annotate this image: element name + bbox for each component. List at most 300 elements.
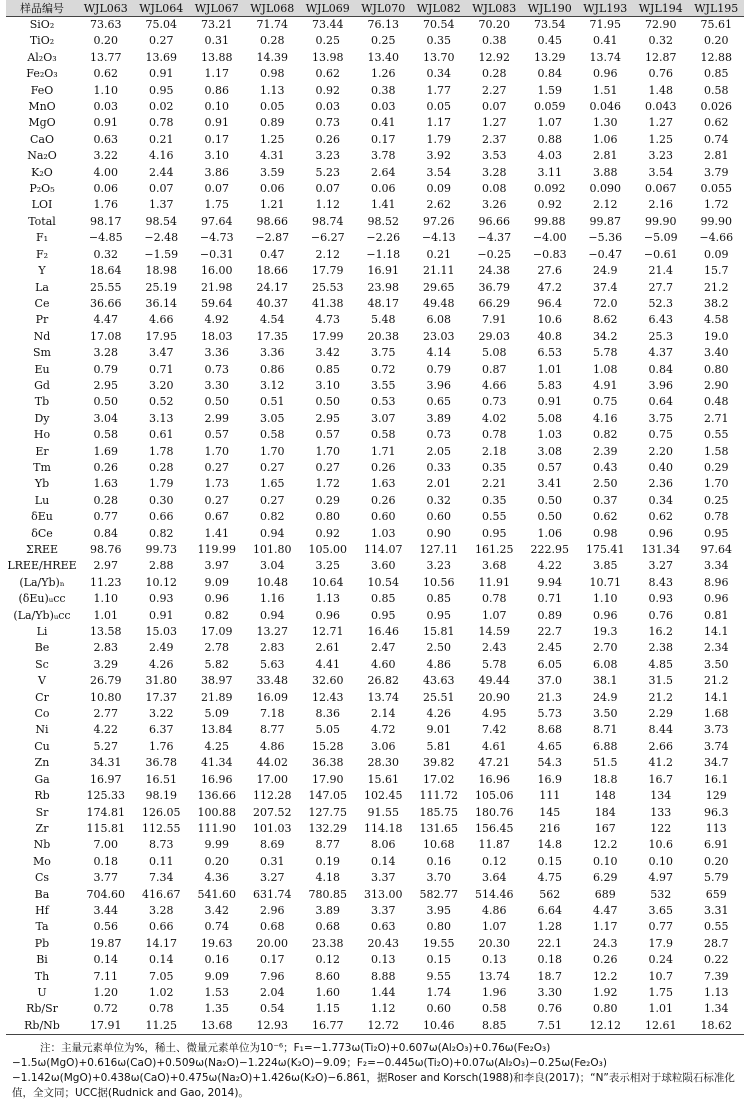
cell-value: 0.62 [593,510,618,524]
cell-value: 0.27 [315,460,340,474]
cell-value: 0.29 [704,460,729,474]
cell-value: 0.53 [371,395,396,409]
cell-value: 0.60 [371,510,396,524]
cell-value: 1.30 [593,116,618,130]
cell-value: 12.88 [700,50,732,64]
cell-value: 132.29 [308,821,347,835]
cell-value: 2.83 [260,641,285,655]
table-row [6,181,744,197]
cell-value: 131.65 [419,821,458,835]
cell-value: 6.08 [426,313,451,327]
cell-value: −0.83 [532,247,567,261]
cell-value: 1.10 [93,592,118,606]
table-row [6,280,744,296]
cell-value: 0.35 [482,460,507,474]
cell-value: 17.08 [90,329,122,343]
cell-value: 115.81 [86,821,125,835]
cell-value: 13.74 [478,969,510,983]
cell-value: 0.07 [482,100,507,114]
cell-value: 0.25 [371,34,396,48]
cell-value: 13.29 [534,50,566,64]
cell-value: 102.45 [364,789,403,803]
cell-value: 3.79 [704,165,729,179]
cell-value: 127.11 [419,543,458,556]
row-label: Mo [33,854,51,868]
cell-value: 148 [594,789,616,803]
cell-value: 0.25 [315,34,340,48]
cell-value: 70.20 [478,18,510,31]
cell-value: 1.08 [593,362,618,376]
row-label: Eu [34,362,50,376]
cell-value: 0.55 [704,428,729,442]
cell-value: 0.57 [204,428,229,442]
cell-value: 40.37 [256,296,288,310]
cell-value: 3.70 [426,871,451,885]
cell-value: 1.35 [204,1002,229,1016]
cell-value: 17.02 [423,772,455,786]
table-row [6,640,744,656]
cell-value: 1.63 [371,477,396,491]
table-row [6,476,744,492]
cell-value: 8.73 [149,838,174,852]
cell-value: 0.91 [204,116,229,130]
cell-value: 3.89 [315,903,340,917]
cell-value: −4.13 [421,231,456,245]
cell-value: 14.1 [704,625,729,639]
cell-value: 4.54 [260,313,285,327]
cell-value: 23.38 [312,936,344,950]
cell-value: 0.68 [315,920,340,934]
cell-value: 4.97 [648,871,673,885]
cell-value: 2.34 [704,641,729,655]
cell-value: 33.48 [256,674,288,688]
cell-value: 1.16 [260,592,285,606]
cell-value: 3.37 [371,871,396,885]
cell-value: 36.79 [478,280,510,294]
header-sample-id: WJL070 [356,0,412,17]
cell-value: 1.79 [426,132,451,146]
cell-value: 7.51 [522,1018,578,1035]
cell-value: 66.29 [478,296,510,310]
cell-value: 3.78 [371,149,396,163]
row-label: MnO [28,100,56,114]
row-label: Th [34,969,50,983]
cell-value: 5.23 [315,165,340,179]
cell-value: 1.59 [537,83,562,97]
cell-value: 0.73 [315,116,340,130]
row-label: Na₂O [27,149,57,163]
cell-value: 0.96 [648,526,673,540]
cell-value: 0.95 [426,608,451,622]
cell-value: 156.45 [475,821,514,835]
cell-value: 9.09 [204,969,229,983]
cell-value: 17.09 [201,625,233,639]
cell-value: 2.61 [315,641,340,655]
cell-value: 16.51 [145,772,177,786]
cell-value: 2.01 [426,477,451,491]
cell-value: 562 [539,887,561,901]
cell-value: 3.10 [204,149,229,163]
cell-value: 631.74 [253,887,292,901]
cell-value: 184 [594,805,616,819]
cell-value: 9.99 [204,838,229,852]
cell-value: 11.23 [90,575,122,589]
cell-value: 3.25 [315,559,340,573]
cell-value: 0.66 [149,510,174,524]
cell-value: 17.90 [312,772,344,786]
cell-value: −4.37 [477,231,512,245]
cell-value: 1.70 [260,444,285,458]
cell-value: 1.63 [93,477,118,491]
cell-value: 0.92 [315,83,340,97]
cell-value: 9.09 [204,575,229,589]
cell-value: 4.85 [648,657,673,671]
cell-value: 16.96 [201,772,233,786]
cell-value: 0.75 [648,428,673,442]
cell-value: 1.27 [482,116,507,130]
cell-value: 119.99 [197,543,236,556]
cell-value: 2.29 [648,707,673,721]
row-label: Cs [34,871,50,885]
cell-value: −1.18 [366,247,401,261]
cell-value: 8.68 [537,723,562,737]
cell-value: 10.68 [423,838,455,852]
cell-value: 0.98 [260,67,285,81]
cell-value: 10.12 [145,575,177,589]
cell-value: 0.27 [149,34,174,48]
cell-value: 2.81 [704,149,729,163]
cell-value: 3.30 [204,378,229,392]
row-label: Total [28,214,56,228]
cell-value: 5.08 [537,411,562,425]
header-sample-label: 样品编号 [6,0,78,17]
row-label: Pr [35,313,49,327]
cell-value: 0.16 [426,854,451,868]
cell-value: 0.55 [482,510,507,524]
cell-value: 1.69 [93,444,118,458]
table-row [6,887,744,903]
cell-value: 1.12 [371,1002,396,1016]
cell-value: 0.27 [204,460,229,474]
cell-value: 0.93 [149,592,174,606]
cell-value: 3.96 [648,378,673,392]
cell-value: 3.64 [482,871,507,885]
cell-value: 3.04 [260,559,285,573]
cell-value: 1.06 [593,132,618,146]
table-row [6,722,744,738]
cell-value: 0.35 [482,493,507,507]
cell-value: 1.13 [704,985,729,999]
cell-value: 3.23 [315,149,340,163]
cell-value: 0.059 [534,100,566,114]
table-row [6,66,744,82]
cell-value: 2.14 [371,707,396,721]
table-row [6,821,744,837]
cell-value: 5.27 [93,739,118,753]
cell-value: 4.25 [204,739,229,753]
cell-value: 8.71 [593,723,618,737]
cell-value: 10.56 [423,575,455,589]
cell-value: 2.12 [315,247,340,261]
cell-value: 3.42 [204,903,229,917]
cell-value: 1.70 [204,444,229,458]
cell-value: 4.26 [426,707,451,721]
cell-value: 0.27 [260,460,285,474]
cell-value: 7.39 [704,969,729,983]
cell-value: 0.48 [704,395,729,409]
cell-value: 96.3 [704,805,729,819]
cell-value: 3.75 [371,346,396,360]
cell-value: 0.09 [426,182,451,196]
cell-value: 4.02 [482,411,507,425]
cell-value: 0.75 [593,395,618,409]
cell-value: 16.09 [256,690,288,704]
cell-value: 3.50 [593,707,618,721]
cell-value: 12.61 [633,1018,689,1035]
table-row [6,542,744,558]
table-row [6,329,744,345]
cell-value: 8.06 [371,838,396,852]
cell-value: 4.61 [482,739,507,753]
cell-value: 3.47 [149,346,174,360]
cell-value: 8.77 [260,723,285,737]
cell-value: 0.12 [315,953,340,967]
cell-value: 3.31 [704,903,729,917]
cell-value: 2.21 [482,477,507,491]
cell-value: 26.82 [367,674,399,688]
row-label: TiO₂ [29,34,55,48]
row-label: Ho [33,428,51,442]
cell-value: 8.77 [315,838,340,852]
cell-value: 0.96 [704,592,729,606]
cell-value: 3.37 [371,903,396,917]
cell-value: 0.45 [537,34,562,48]
cell-value: 8.44 [648,723,673,737]
cell-value: 0.56 [93,920,118,934]
cell-value: 5.63 [260,657,285,671]
cell-value: 111.90 [197,821,236,835]
table-row [6,690,744,706]
cell-value: 4.03 [537,149,562,163]
cell-value: 75.04 [145,18,177,31]
cell-value: 0.72 [371,362,396,376]
cell-value: 111.72 [419,789,458,803]
cell-value: 3.97 [204,559,229,573]
row-label: Pb [34,936,50,950]
cell-value: 131.34 [641,543,680,556]
cell-value: 3.54 [426,165,451,179]
cell-value: 0.62 [648,510,673,524]
row-label: Rb/Nb [6,1018,78,1035]
cell-value: 10.54 [367,575,399,589]
cell-value: 2.43 [482,641,507,655]
cell-value: 3.95 [426,903,451,917]
header-sample-id: WJL194 [633,0,689,17]
cell-value: 52.3 [648,296,673,310]
cell-value: 98.66 [256,214,288,228]
header-sample-id: WJL063 [78,0,134,17]
cell-value: 19.55 [423,936,455,950]
table-row [6,919,744,935]
cell-value: 71.95 [589,18,621,31]
cell-value: 2.50 [426,641,451,655]
cell-value: 20.00 [256,936,288,950]
cell-value: 44.02 [256,756,288,770]
cell-value: 96.66 [478,214,510,228]
cell-value: 98.17 [90,214,122,228]
cell-value: 0.38 [371,83,396,97]
cell-value: 6.37 [149,723,174,737]
cell-value: 20.43 [367,936,399,950]
cell-value: 7.11 [93,969,118,983]
cell-value: 19.63 [201,936,233,950]
cell-value: 8.96 [704,575,729,589]
cell-value: 3.27 [260,871,285,885]
cell-value: 0.50 [204,395,229,409]
cell-value: 13.74 [589,50,621,64]
cell-value: 15.7 [704,264,729,278]
cell-value: 1.92 [593,985,618,999]
cell-value: 0.62 [315,67,340,81]
cell-value: −6.27 [310,231,345,245]
row-label: Sc [35,657,49,671]
table-row [6,526,744,542]
cell-value: 207.52 [253,805,292,819]
cell-value: 0.34 [648,493,673,507]
cell-value: −2.87 [255,231,290,245]
cell-value: 0.09 [704,247,729,261]
cell-value: 5.78 [482,657,507,671]
cell-value: 0.17 [260,953,285,967]
cell-value: 98.52 [367,214,399,228]
table-row [6,1018,744,1035]
cell-value: 5.79 [704,871,729,885]
cell-value: 1.72 [704,198,729,212]
cell-value: 72.0 [593,296,618,310]
cell-value: 1.53 [204,985,229,999]
cell-value: 0.15 [426,953,451,967]
cell-value: 10.6 [648,838,673,852]
row-label: Ta [35,920,49,934]
cell-value: 2.62 [426,198,451,212]
cell-value: 3.23 [426,559,451,573]
cell-value: 12.43 [312,690,344,704]
row-label: Hf [35,903,49,917]
cell-value: 0.86 [204,83,229,97]
cell-value: 1.75 [204,198,229,212]
cell-value: 3.28 [482,165,507,179]
cell-value: 0.67 [204,510,229,524]
cell-value: 17.79 [312,264,344,278]
cell-value: 20.30 [478,936,510,950]
table-row [6,33,744,49]
cell-value: 111 [539,789,561,803]
cell-value: 3.36 [260,346,285,360]
cell-value: 4.31 [260,149,285,163]
cell-value: 5.08 [482,346,507,360]
cell-value: 126.05 [142,805,181,819]
cell-value: 32.60 [312,674,344,688]
cell-value: 99.90 [645,214,677,228]
cell-value: 29.65 [423,280,455,294]
cell-value: 9.55 [426,969,451,983]
cell-value: 24.38 [478,264,510,278]
cell-value: 3.27 [648,559,673,573]
cell-value: 10.6 [537,313,562,327]
cell-value: 2.36 [648,477,673,491]
cell-value: 26.79 [90,674,122,688]
cell-value: 16.1 [704,772,729,786]
cell-value: 37.4 [593,280,618,294]
cell-value: 3.23 [648,149,673,163]
cell-value: 0.80 [426,920,451,934]
cell-value: 0.26 [371,493,396,507]
cell-value: 12.71 [312,625,344,639]
cell-value: 101.03 [253,821,292,835]
row-label: Fe₂O₃ [26,67,58,81]
cell-value: 17.99 [312,329,344,343]
table-row [6,608,744,624]
cell-value: 13.74 [367,690,399,704]
cell-value: 1.21 [260,198,285,212]
cell-value: 7.96 [260,969,285,983]
cell-value: 2.64 [371,165,396,179]
cell-value: 41.34 [201,756,233,770]
cell-value: 1.37 [149,198,174,212]
cell-value: 0.02 [149,100,174,114]
cell-value: 0.82 [204,608,229,622]
cell-value: 4.65 [537,739,562,753]
cell-value: 175.41 [586,543,625,556]
table-row [6,115,744,131]
cell-value: 0.05 [426,100,451,114]
row-label: (La/Yb)ᵤcc [13,608,71,622]
cell-value: 12.93 [245,1018,301,1035]
cell-value: −2.26 [366,231,401,245]
cell-value: 3.92 [426,149,451,163]
row-label: (La/Yb)ₙ [19,575,65,589]
cell-value: 7.05 [149,969,174,983]
cell-value: 114.07 [364,543,403,556]
cell-value: 2.38 [648,641,673,655]
table-row [6,99,744,115]
cell-value: 3.59 [260,165,285,179]
cell-value: 4.66 [149,313,174,327]
cell-value: 0.91 [93,116,118,130]
cell-value: 1.17 [426,116,451,130]
cell-value: 21.2 [704,674,729,688]
cell-value: −0.47 [588,247,623,261]
cell-value: 582.77 [419,887,458,901]
cell-value: −0.25 [477,247,512,261]
cell-value: 1.75 [648,985,673,999]
cell-value: 0.07 [204,182,229,196]
cell-value: 0.38 [482,34,507,48]
table-row [6,575,744,591]
cell-value: 0.96 [593,67,618,81]
row-label: Lu [34,493,50,507]
cell-value: 6.05 [537,657,562,671]
cell-value: 0.12 [482,854,507,868]
cell-value: 7.00 [93,838,118,852]
table-row [6,263,744,279]
cell-value: 0.73 [482,395,507,409]
row-label: Rb [34,789,50,803]
cell-value: 3.30 [537,985,562,999]
cell-value: 174.81 [86,805,125,819]
cell-value: 0.20 [704,34,729,48]
cell-value: 161.25 [475,543,514,556]
